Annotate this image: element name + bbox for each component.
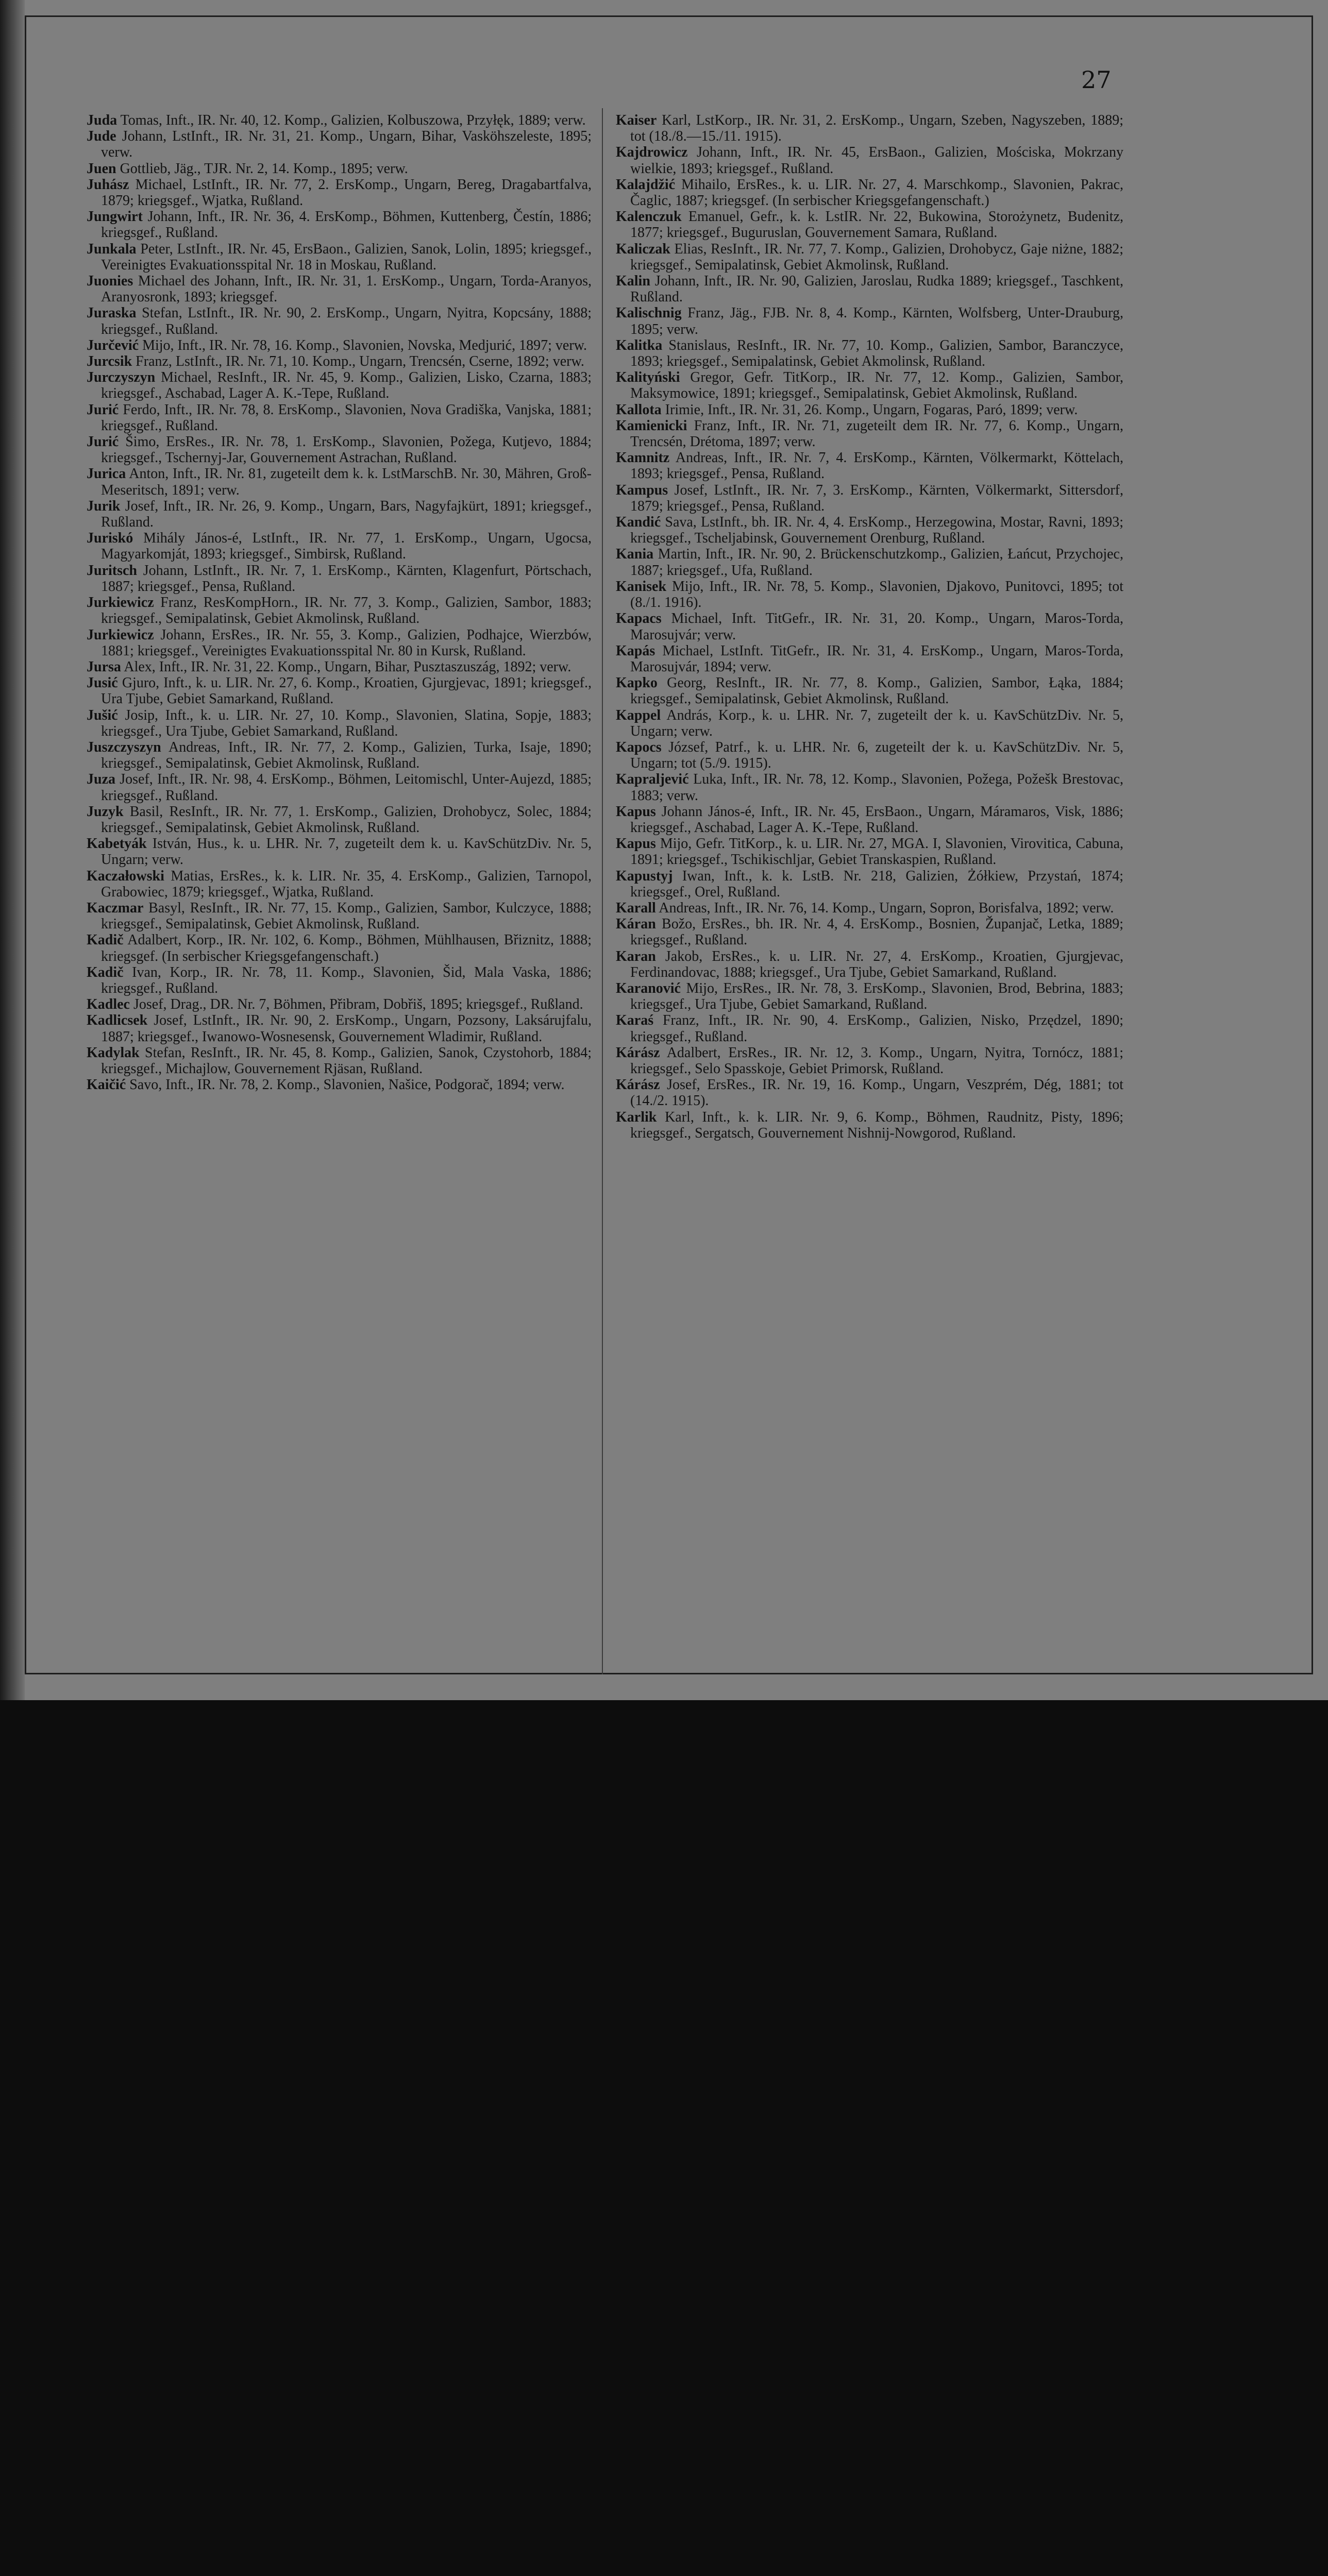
entry-details: Johann, Inft., IR. Nr. 90, Galizien, Jaroslau, Rudka 1889; kriegsgef., Taschkent, Rußland. <box>630 273 1123 306</box>
entry-surname: Juen <box>87 160 116 177</box>
entry-surname: Karanović <box>616 980 681 996</box>
register-entry <box>87 466 592 498</box>
entry-details: Michael, ResInft., IR. Nr. 45, 9. Komp., Galizien, Lisko, Czarna, 1883; kriegsgef., Aschabad, Lager A. K.-Tepe, Rußland. <box>101 369 592 402</box>
entry-details: Basil, ResInft., IR. Nr. 77, 1. ErsKomp., Galizien, Drohobycz, Solec, 1884; kriegsgef., Semipalatinsk, Gebiet Akmolinsk, Rußland. <box>101 803 592 836</box>
entry-surname: Jurić <box>87 401 119 418</box>
register-entry <box>616 482 1123 514</box>
entry-details: Michael, Inft. TitGefr., IR. Nr. 31, 20. Komp., Ungarn, Maros-Torda, Marosujvár; verw. <box>630 611 1123 643</box>
register-entry <box>616 579 1123 611</box>
entry-surname: Juonies <box>87 273 133 290</box>
entry-details: Josef, Drag., DR. Nr. 7, Böhmen, Přibram, Dobřiš, 1895; kriegsgef., Rußland. <box>133 996 583 1013</box>
register-entry <box>616 273 1123 305</box>
entry-surname: Kadič <box>87 932 124 948</box>
entry-details: Sava, LstInft., bh. IR. Nr. 4, 4. ErsKomp., Herzegowina, Mostar, Ravni, 1893; kriegsgef., Tscheljabinsk, Gouvernement Orenburg, Rußland. <box>630 514 1123 547</box>
entry-details: Josef, Inft., IR. Nr. 26, 9. Komp., Ungarn, Bars, Nagyfajkürt, 1891; kriegsgef., Rußland. <box>101 498 592 531</box>
entry-details: Johann, ErsRes., IR. Nr. 55, 3. Komp., Galizien, Podhajce, Wierzbów, 1881; kriegsgef., Vereinigtes Evakuationsspital Nr. 80 in Kursk, Rußland. <box>101 626 592 659</box>
entry-surname: Juriskó <box>87 530 133 547</box>
entry-details: József, Patrf., k. u. LHR. Nr. 6, zugeteilt der k. u. KavSchützDiv. Nr. 5, Ungarn; tot (5./9. 1915). <box>630 739 1124 772</box>
entry-details: Franz, Inft., IR. Nr. 71, zugeteilt dem IR. Nr. 77, 6. Komp., Ungarn, Trencsén, Drétoma, 1897; verw. <box>630 417 1123 450</box>
register-entry <box>87 739 592 771</box>
column-divider <box>602 108 603 1674</box>
entry-details: Michael des Johann, Inft., IR. Nr. 31, 1. ErsKomp., Ungarn, Torda-Aranyos, Aranyosronk, 1893; kriegsgef. <box>101 273 592 306</box>
register-entry <box>616 900 1123 916</box>
register-entry <box>616 1045 1123 1077</box>
entry-details: Josef, LstInft., IR. Nr. 90, 2. ErsKomp., Ungarn, Pozsony, Laksárujfalu, 1887; kriegsgef., Iwanowo-Wosnesensk, Gouvernement Wladimir, Rußland. <box>101 1012 592 1045</box>
entry-details: Stefan, LstInft., IR. Nr. 90, 2. ErsKomp., Ungarn, Nyitra, Kopcsány, 1888; kriegsgef., Rußland. <box>101 305 592 337</box>
register-entry <box>616 771 1123 803</box>
entry-details: Josef, Inft., IR. Nr. 98, 4. ErsKomp., Böhmen, Leitomischl, Unter-Aujezd, 1885; kriegsgef., Rußland. <box>101 771 592 804</box>
entry-details: Josip, Inft., k. u. LIR. Nr. 27, 10. Komp., Slavonien, Slatina, Sopje, 1883; kriegsgef., Ura Tjube, Gebiet Samarkand, Rußland. <box>101 707 592 739</box>
register-entry <box>87 128 592 160</box>
entry-surname: Kandić <box>616 514 661 531</box>
entry-details: Matias, ErsRes., k. k. LIR. Nr. 35, 4. ErsKomp., Galizien, Tarnopol, Grabowiec, 1879; kriegsgef., Wjatka, Rußland. <box>101 868 592 900</box>
entry-details: Georg, ResInft., IR. Nr. 77, 8. Komp., Galizien, Sambor, Łąka, 1884; kriegsgef., Semipalatinsk, Gebiet Akmolinsk, Rußland. <box>630 675 1123 707</box>
register-entry <box>616 643 1123 675</box>
entry-details: Mihály János-é, LstInft., IR. Nr. 77, 1. ErsKomp., Ungarn, Ugocsa, Magyarkomját, 1893; kriegsgef., Simbirsk, Rußland. <box>101 530 592 563</box>
entry-surname: Karan <box>616 948 656 964</box>
register-entry <box>616 804 1123 836</box>
register-entry <box>87 659 592 675</box>
entry-details: Mijo, Inft., IR. Nr. 78, 5. Komp., Slavonien, Djakovo, Punitovci, 1895; tot (8./1. 1916). <box>630 578 1123 611</box>
register-entry <box>616 402 1123 418</box>
register-entry <box>87 161 592 177</box>
register-entry <box>87 337 592 353</box>
entry-details: Johann, Inft., IR. Nr. 36, 4. ErsKomp., Böhmen, Kuttenberg, Čestín, 1886; kriegsgef., Rußland. <box>101 209 592 241</box>
page-number: 27 <box>1081 66 1112 94</box>
entry-surname: Kapocs <box>616 739 662 755</box>
entry-surname: Kaczmar <box>87 900 144 916</box>
entry-details: Jakob, ErsRes., k. u. LIR. Nr. 27, 4. ErsKomp., Kroatien, Gjurgjevac, Ferdinandovac, 1888; kriegsgef., Ura Tjube, Gebiet Samarkand, Rußland. <box>630 948 1124 980</box>
entry-surname: Kalajdžić <box>616 176 676 193</box>
register-entry <box>616 611 1123 642</box>
entry-surname: Kalenczuk <box>616 209 682 225</box>
register-entry <box>87 1045 592 1077</box>
entry-surname: Juhász <box>87 176 129 193</box>
entry-surname: Jurčević <box>87 337 139 353</box>
entry-surname: Kaczałowski <box>87 868 164 884</box>
entry-details: Martin, Inft., IR. Nr. 90, 2. Brückenschutzkomp., Galizien, Łańcut, Przychojec, 1887; kriegsgef., Ufa, Rußland. <box>630 546 1123 579</box>
entry-details: Mihailo, ErsRes., k. u. LIR. Nr. 27, 4. Marschkomp., Slavonien, Pakrac, Čaglic, 1887; kriegsgef. (In serbischer Kriegsgefangenschaft.) <box>630 176 1124 209</box>
register-entry <box>87 273 592 305</box>
entry-details: Tomas, Inft., IR. Nr. 40, 12. Komp., Galizien, Kolbuszowa, Przyłęk, 1889; verw. <box>120 112 586 128</box>
entry-surname: Kanisek <box>616 578 667 595</box>
entry-details: Franz, LstInft., IR. Nr. 71, 10. Komp., Ungarn, Trencsén, Cserne, 1892; verw. <box>136 353 584 370</box>
register-entry <box>87 241 592 273</box>
entry-details: Peter, LstInft., IR. Nr. 45, ErsBaon., Galizien, Sanok, Lolin, 1895; kriegsgef., Vereinigtes Evakuationsspital Nr. 18 in Moskau, Rußland. <box>101 241 592 273</box>
entry-surname: Kamienicki <box>616 417 687 434</box>
register-entry <box>87 964 592 996</box>
register-entry <box>616 450 1123 482</box>
entry-surname: Jude <box>87 128 116 145</box>
entry-surname: Junkala <box>87 241 137 257</box>
entry-details: Elias, ResInft., IR. Nr. 77, 7. Komp., Galizien, Drohobycz, Gaje niżne, 1882; kriegsgef., Semipalatinsk, Gebiet Akmolinsk, Rußland. <box>630 241 1123 273</box>
register-entry <box>616 369 1123 401</box>
register-entry <box>87 675 592 707</box>
register-entry <box>87 563 592 595</box>
register-entry <box>87 402 592 434</box>
entry-surname: Kadlicsek <box>87 1012 148 1029</box>
entry-surname: Kapraljević <box>616 771 689 788</box>
book-binding-shadow <box>0 0 25 1700</box>
entry-surname: Kadylak <box>87 1044 140 1061</box>
register-entry <box>87 112 592 128</box>
register-entry <box>616 514 1123 546</box>
entry-details: Irimie, Inft., IR. Nr. 31, 26. Komp., Ungarn, Fogaras, Paró, 1899; verw. <box>665 401 1078 418</box>
register-entry <box>87 868 592 900</box>
register-entry <box>87 932 592 964</box>
entry-surname: Jurczyszyn <box>87 369 156 386</box>
register-entry <box>616 305 1123 337</box>
entry-details: Andreas, Inft., IR. Nr. 76, 14. Komp., Ungarn, Sopron, Borisfalva, 1892; verw. <box>659 900 1114 916</box>
entry-details: Andreas, Inft., IR. Nr. 77, 2. Komp., Galizien, Turka, Isaje, 1890; kriegsgef., Semipalatinsk, Gebiet Akmolinsk, Rußland. <box>101 739 592 772</box>
entry-details: Anton, Inft., IR. Nr. 81, zugeteilt dem k. k. LstMarschB. Nr. 30, Mähren, Groß-Meseritsch, 1891; verw. <box>101 466 592 498</box>
entry-surname: Jurcsik <box>87 353 132 370</box>
entry-surname: Kadič <box>87 964 124 980</box>
entry-details: Johann, LstInft., IR. Nr. 7, 1. ErsKomp., Kärnten, Klagenfurt, Pörtschach, 1887; kriegsgef., Pensa, Rußland. <box>101 562 592 595</box>
entry-surname: Karlik <box>616 1109 657 1125</box>
entry-surname: Kalitka <box>616 337 663 353</box>
entry-details: Gregor, Gefr. TitKorp., IR. Nr. 77, 12. Komp., Galizien, Sambor, Maksymowice, 1891; kriegsgef., Semipalatinsk, Gebiet Akmolinsk, Rußland. <box>630 369 1124 402</box>
entry-surname: Jurkiewicz <box>87 626 154 643</box>
entry-details: Mijo, Inft., IR. Nr. 78, 16. Komp., Slavonien, Novska, Medjurić, 1897; verw. <box>142 337 587 353</box>
right-column <box>616 112 1123 1141</box>
register-entry <box>87 369 592 401</box>
entry-surname: Jurica <box>87 466 126 482</box>
register-entry <box>616 209 1123 241</box>
entry-surname: Jurić <box>87 434 119 450</box>
register-entry <box>616 836 1123 868</box>
register-entry <box>616 112 1123 144</box>
entry-surname: Jurik <box>87 498 121 514</box>
register-entry <box>616 1012 1123 1044</box>
entry-surname: Kapustyj <box>616 868 673 884</box>
entry-details: Franz, ResKompHorn., IR. Nr. 77, 3. Komp., Galizien, Sambor, 1883; kriegsgef., Semipalatinsk, Gebiet Akmolinsk, Rußland. <box>101 595 592 627</box>
register-entry <box>87 771 592 803</box>
entry-surname: Kárász <box>616 1044 660 1061</box>
entry-surname: Kalityński <box>616 369 680 386</box>
entry-details: Josef, ErsRes., IR. Nr. 19, 16. Komp., Ungarn, Veszprém, Dég, 1881; tot (14./2. 1915). <box>630 1077 1123 1109</box>
entry-details: Alex, Inft., IR. Nr. 31, 22. Komp., Ungarn, Bihar, Pusztaszuszág, 1892; verw. <box>124 658 571 675</box>
entry-surname: Kapus <box>616 803 656 820</box>
register-entry <box>87 434 592 466</box>
left-column <box>87 112 592 1093</box>
entry-surname: Kappel <box>616 707 661 723</box>
register-entry <box>87 498 592 530</box>
entry-surname: Karall <box>616 900 656 916</box>
entry-surname: Kaliczak <box>616 241 670 257</box>
entry-details: Karl, Inft., k. k. LIR. Nr. 9, 6. Komp., Böhmen, Raudnitz, Pisty, 1896; kriegsgef., Sergatsch, Gouvernement Nishnij-Nowgorod, Rußland. <box>630 1109 1124 1141</box>
entry-surname: Juzyk <box>87 803 124 820</box>
register-entry <box>616 916 1123 948</box>
entry-surname: Kampus <box>616 482 668 498</box>
entry-surname: Kapás <box>616 642 655 659</box>
entry-surname: Kalischnig <box>616 305 682 321</box>
entry-surname: Kárász <box>616 1077 660 1093</box>
entry-surname: Kaiser <box>616 112 657 128</box>
entry-surname: Juritsch <box>87 562 137 579</box>
entry-surname: Kapko <box>616 675 658 691</box>
register-entry <box>616 337 1123 369</box>
entry-details: Adalbert, ErsRes., IR. Nr. 12, 3. Komp., Ungarn, Nyitra, Tornócz, 1881; kriegsgef., Selo Spasskoje, Gebiet Primorsk, Rußland. <box>630 1044 1123 1077</box>
register-entry <box>616 546 1123 578</box>
entry-details: Šimo, ErsRes., IR. Nr. 78, 1. ErsKomp., Slavonien, Požega, Kutjevo, 1884; kriegsgef., Tschernyj-Jar, Gouvernement Astrachan, Rußland. <box>101 434 592 466</box>
entry-details: Iwan, Inft., k. k. LstB. Nr. 218, Galizien, Żółkiew, Przystań, 1874; kriegsgef., Orel, Rußland. <box>630 868 1123 900</box>
register-entry <box>87 627 592 659</box>
entry-details: Ferdo, Inft., IR. Nr. 78, 8. ErsKomp., Slavonien, Nova Gradiška, Vanjska, 1881; kriegsgef., Rußland. <box>101 401 592 434</box>
entry-surname: Kabetyák <box>87 836 147 852</box>
entry-surname: Juda <box>87 112 117 128</box>
entry-surname: Jursa <box>87 658 121 675</box>
entry-details: Michael, LstInft. TitGefr., IR. Nr. 31, 4. ErsKomp., Ungarn, Maros-Torda, Marosujvár, 1894; verw. <box>630 642 1124 675</box>
register-entry <box>87 177 592 209</box>
entry-surname: Kajdrowicz <box>616 144 688 161</box>
entry-surname: Juza <box>87 771 115 788</box>
entry-details: Johann, LstInft., IR. Nr. 31, 21. Komp., Ungarn, Bihar, Vasköhszeleste, 1895; verw. <box>101 128 592 161</box>
entry-surname: Kania <box>616 546 654 563</box>
register-entry <box>87 1012 592 1044</box>
register-entry <box>87 530 592 562</box>
entry-details: Emanuel, Gefr., k. k. LstIR. Nr. 22, Bukowina, Storożynetz, Budenitz, 1877; kriegsgef., Buguruslan, Gouvernement Samara, Rußland. <box>630 209 1124 241</box>
entry-details: Basyl, ResInft., IR. Nr. 77, 15. Komp., Galizien, Sambor, Kulczyce, 1888; kriegsgef., Semipalatinsk, Gebiet Akmolinsk, Rußland. <box>101 900 592 933</box>
register-entry <box>616 1077 1123 1109</box>
entry-details: Franz, Jäg., FJB. Nr. 8, 4. Komp., Kärnten, Wolfsberg, Unter-Drauburg, 1895; verw. <box>630 305 1124 337</box>
entry-surname: Juraska <box>87 305 137 321</box>
register-entry <box>616 241 1123 273</box>
entry-surname: Kapacs <box>616 611 662 627</box>
register-entry <box>616 707 1123 739</box>
entry-details: Franz, Inft., IR. Nr. 90, 4. ErsKomp., Galizien, Nisko, Przędzel, 1890; kriegsgef., Rußland. <box>630 1012 1124 1045</box>
register-entry <box>616 177 1123 209</box>
entry-surname: Kadlec <box>87 996 130 1013</box>
entry-details: Andreas, Inft., IR. Nr. 7, 4. ErsKomp., Kärnten, Völkermarkt, Köttelach, 1893; kriegsgef., Pensa, Rußland. <box>630 450 1123 482</box>
viewer-footer <box>0 1700 1328 1828</box>
entry-surname: Karaś <box>616 1012 654 1029</box>
entry-details: Stefan, ResInft., IR. Nr. 45, 8. Komp., Galizien, Sanok, Czystohorb, 1884; kriegsgef., Michajlow, Gouvernement Rjäsan, Rußland. <box>101 1044 592 1077</box>
register-entry <box>616 418 1123 450</box>
entry-details: Gjuro, Inft., k. u. LIR. Nr. 27, 6. Komp., Kroatien, Gjurgjevac, 1891; kriegsgef., Ura Tjube, Gebiet Samarkand, Rußland. <box>101 675 592 707</box>
entry-surname: Kallota <box>616 401 662 418</box>
register-entry <box>616 144 1123 176</box>
entry-details: Adalbert, Korp., IR. Nr. 102, 6. Komp., Böhmen, Mühlhausen, Břiznitz, 1888; kriegsgef. (In serbischer Kriegsgefangenschaft.) <box>101 932 592 964</box>
register-entry <box>616 948 1123 980</box>
entry-surname: Jungwirt <box>87 209 143 225</box>
entry-surname: Juszczyszyn <box>87 739 161 755</box>
entry-surname: Kalin <box>616 273 650 290</box>
entry-details: András, Korp., k. u. LHR. Nr. 7, zugeteilt der k. u. KavSchützDiv. Nr. 5, Ungarn; verw. <box>630 707 1123 739</box>
entry-details: Johann, Inft., IR. Nr. 45, ErsBaon., Galizien, Mościska, Mokrzany wielkie, 1893; kriegsgef., Rußland. <box>630 144 1124 177</box>
register-entry <box>87 209 592 241</box>
entry-surname: Jusić <box>87 675 118 691</box>
register-entry <box>87 996 592 1012</box>
entry-surname: Jurkiewicz <box>87 595 154 611</box>
entry-details: Johann János-é, Inft., IR. Nr. 45, ErsBaon., Ungarn, Máramaros, Visk, 1886; kriegsgef., Aschabad, Lager A. K.-Tepe, Rußland. <box>630 803 1124 836</box>
entry-details: István, Hus., k. u. LHR. Nr. 7, zugeteilt dem k. u. KavSchützDiv. Nr. 5, Ungarn; verw. <box>101 836 592 868</box>
register-entry <box>616 739 1123 771</box>
register-entry <box>87 595 592 626</box>
register-entry <box>616 1109 1123 1141</box>
entry-surname: Kapus <box>616 836 656 852</box>
entry-surname: Jušić <box>87 707 118 723</box>
register-entry <box>87 353 592 369</box>
register-entry <box>87 1077 592 1093</box>
register-entry <box>616 868 1123 900</box>
register-entry <box>87 836 592 868</box>
entry-details: Mijo, Gefr. TitKorp., k. u. LIR. Nr. 27, MGA. I, Slavonien, Virovitica, Cabuna, 1891; kriegsgef., Tschikischljar, Gebiet Transkaspien, Rußland. <box>630 836 1124 868</box>
entry-details: Luka, Inft., IR. Nr. 78, 12. Komp., Slavonien, Požega, Požešk Brestovac, 1883; verw. <box>630 771 1123 804</box>
entry-surname: Kamnitz <box>616 450 670 466</box>
entry-surname: Kaičić <box>87 1077 126 1093</box>
entry-details: Božo, ErsRes., bh. IR. Nr. 4, 4. ErsKomp., Bosnien, Županjač, Letka, 1889; kriegsgef., Rußland. <box>630 916 1123 948</box>
register-entry <box>87 305 592 337</box>
entry-details: Ivan, Korp., IR. Nr. 78, 11. Komp., Slavonien, Šid, Mala Vaska, 1886; kriegsgef., Rußland. <box>101 964 592 996</box>
entry-surname: Káran <box>616 916 656 933</box>
register-entry <box>616 980 1123 1012</box>
entry-details: Mijo, ErsRes., IR. Nr. 78, 3. ErsKomp., Slavonien, Brod, Bebrina, 1883; kriegsgef., Ura Tjube, Gebiet Samarkand, Rußland. <box>630 980 1123 1013</box>
register-entry <box>87 900 592 932</box>
entry-details: Michael, LstInft., IR. Nr. 77, 2. ErsKomp., Ungarn, Bereg, Dragabartfalva, 1879; kriegsgef., Wjatka, Rußland. <box>101 176 592 209</box>
register-entry <box>87 707 592 739</box>
entry-details: Stanislaus, ResInft., IR. Nr. 77, 10. Komp., Galizien, Sambor, Baranczyce, 1893; kriegsgef., Semipalatinsk, Gebiet Akmolinsk, Rußland. <box>630 337 1123 370</box>
entry-details: Karl, LstKorp., IR. Nr. 31, 2. ErsKomp., Ungarn, Szeben, Nagyszeben, 1889; tot (18./8.—15./11. 1915). <box>630 112 1124 145</box>
entry-details: Savo, Inft., IR. Nr. 78, 2. Komp., Slavonien, Našice, Podgorač, 1894; verw. <box>129 1077 565 1093</box>
register-entry <box>616 675 1123 707</box>
entry-details: Gottlieb, Jäg., TJR. Nr. 2, 14. Komp., 1895; verw. <box>120 160 408 177</box>
entry-details: Josef, LstInft., IR. Nr. 7, 3. ErsKomp., Kärnten, Völkermarkt, Sittersdorf, 1879; kriegsgef., Pensa, Rußland. <box>630 482 1123 514</box>
register-entry <box>87 804 592 836</box>
